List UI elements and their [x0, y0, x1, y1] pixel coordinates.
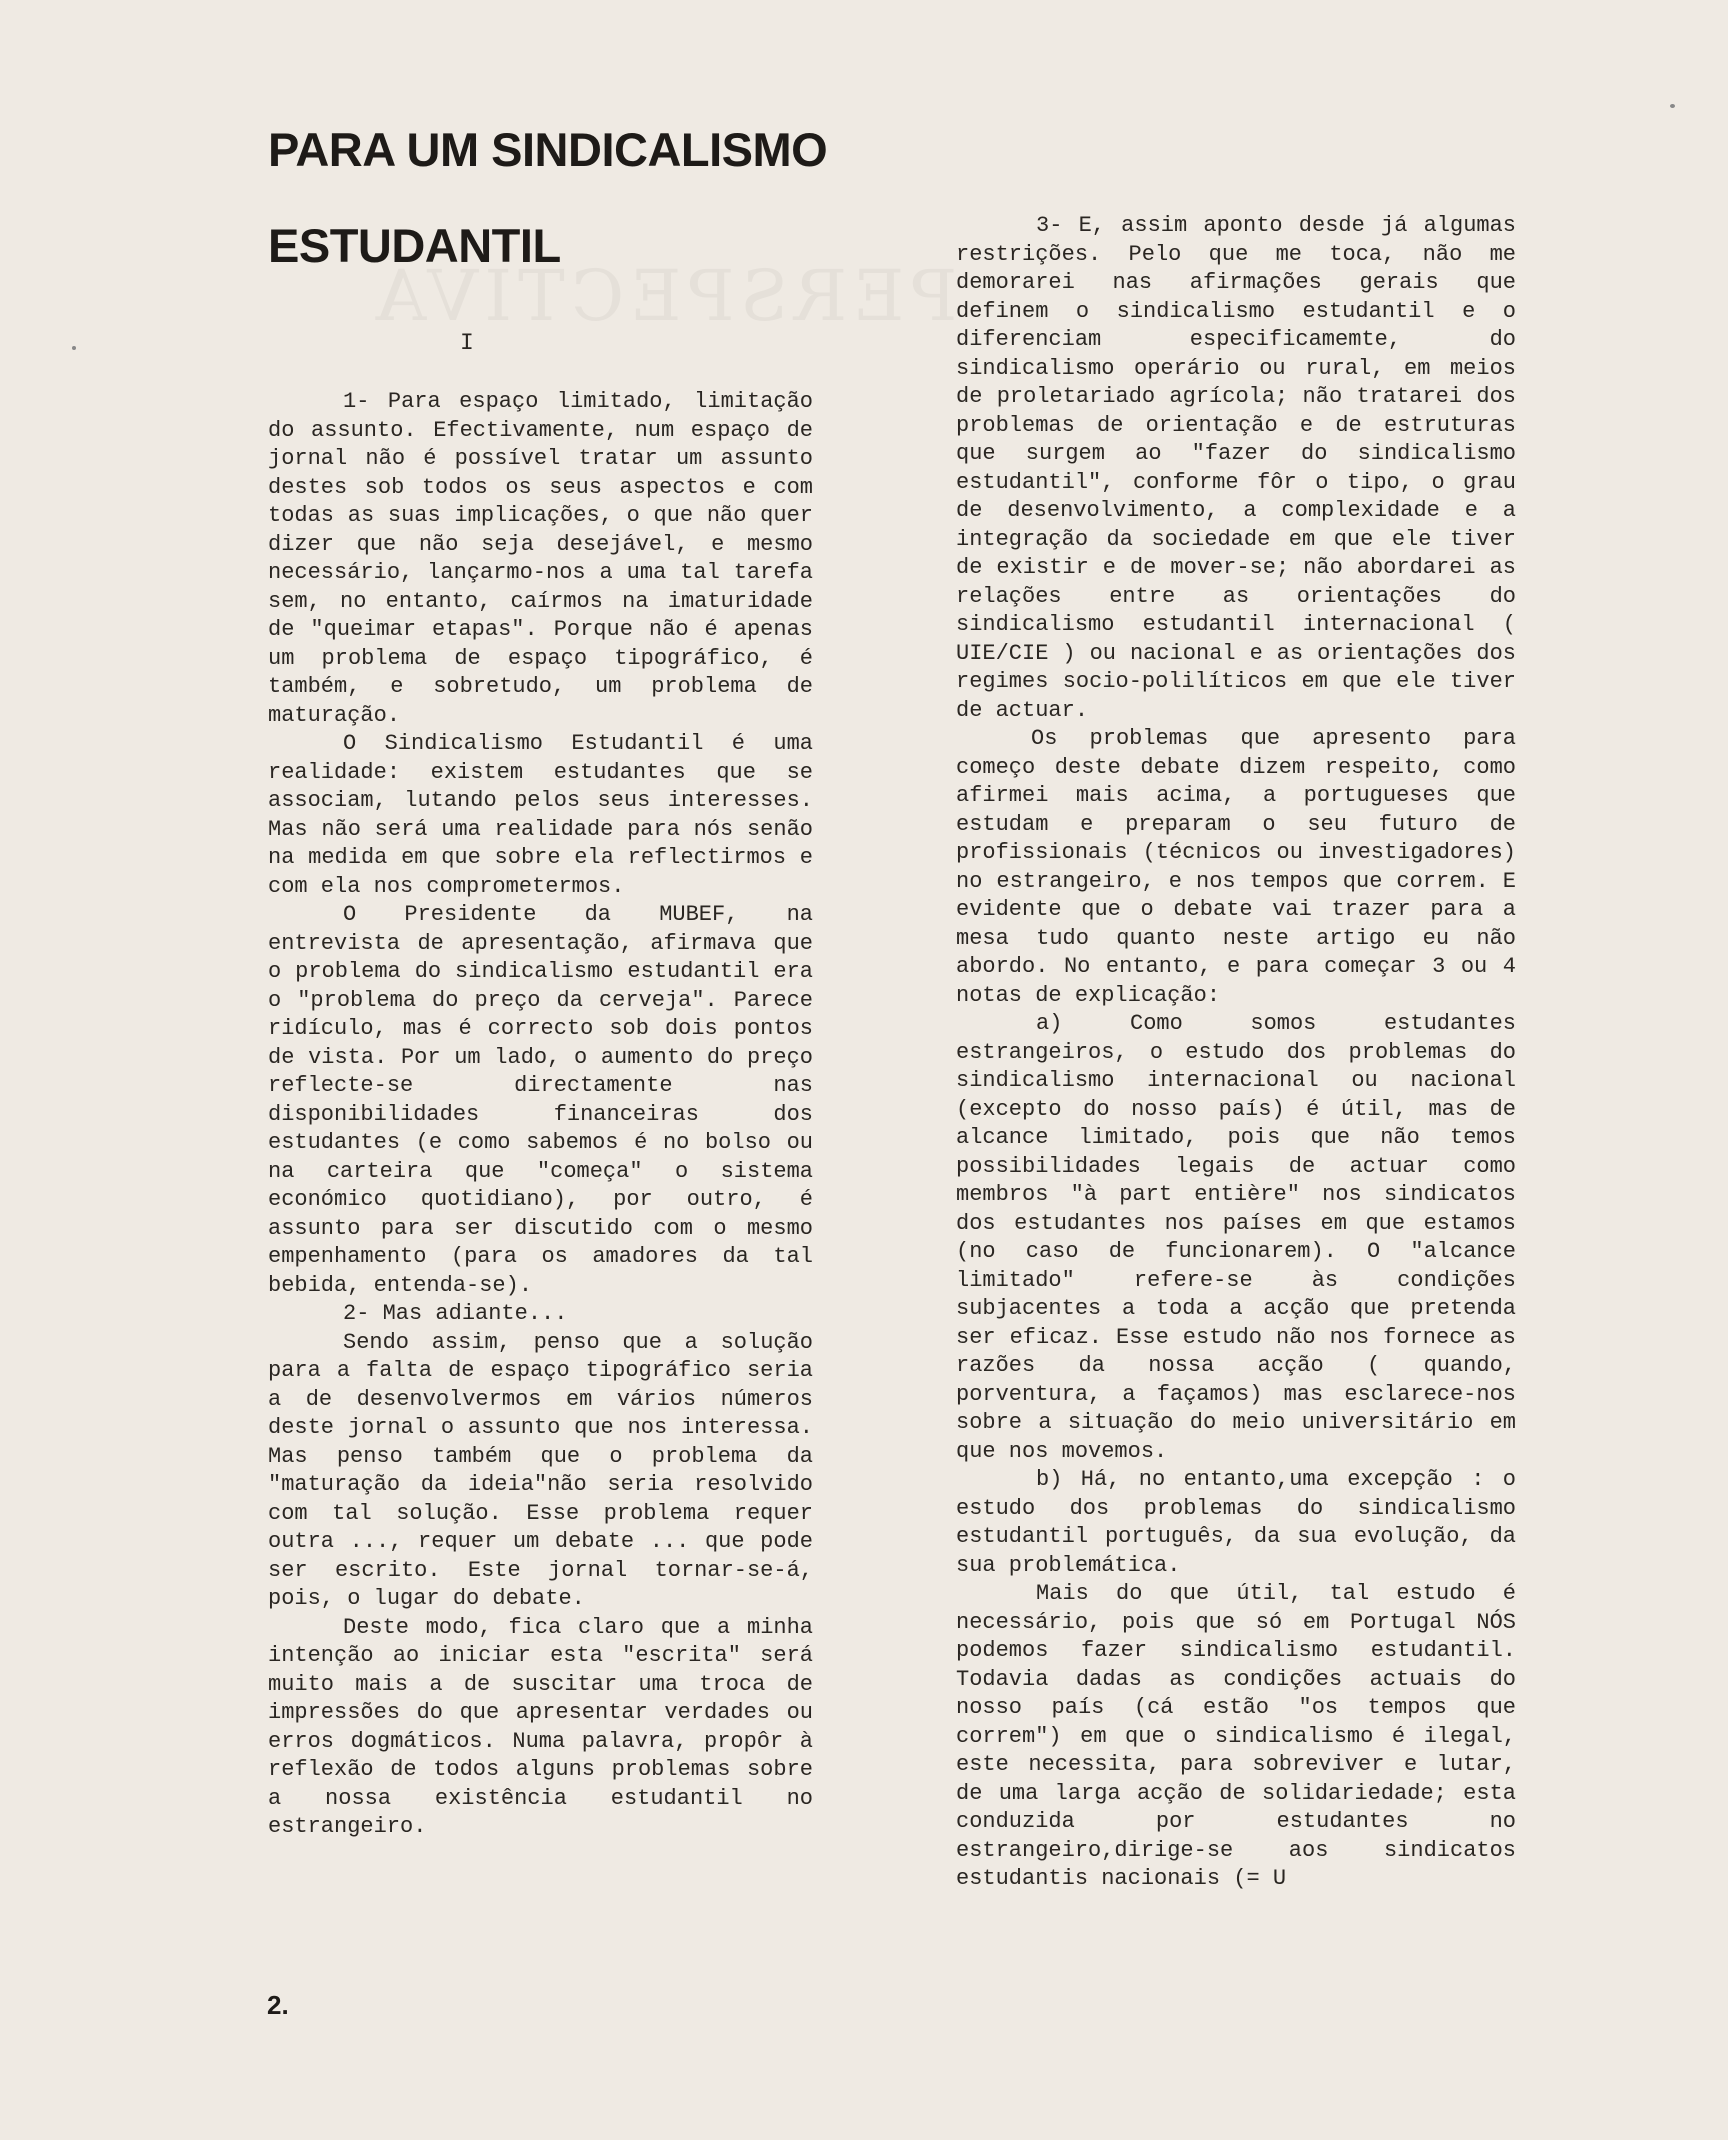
- paragraph: O Sindicalismo Estudantil é uma realidade: existem estudantes que se associam, lutando pelos seus interesses. Mas não será uma realidade para nós senão na medida em que sobre ela reflectirmos e com ela nos comprometermos.: [268, 731, 813, 899]
- bleed-through-text: PERSPECTIVA: [370, 255, 958, 337]
- paragraph: a) Como somos estudantes estrangeiros, o estudo dos problemas do sindicalismo internacional ou nacional (excepto do nosso país) é útil, mas de alcance limitado, pois que não temos possibilidades legais de actuar como membros "à part entière" nos sindicatos dos estudantes nos países em que estamos (no caso de funcionarem). O "alcance limitado" refere-se às condições subjacentes a toda a acção que pretenda ser eficaz. Esse estudo não nos fornece as razões da nossa acção ( quando, porventura, a façamos) mas esclarece-nos sobre a situação do meio universitário em que nos movemos.: [956, 1011, 1516, 1464]
- paragraph: 1- Para espaço limitado, limitação do assunto. Efectivamente, num espaço de jornal não é possível tratar um assunto destes sob todos os seus aspectos e com todas as suas implicações, o que não quer dizer que não seja desejável, e mesmo necessário, lançarmo-nos a uma tal tarefa sem, no entanto, caírmos na imaturidade de "queimar etapas". Porque não é apenas um problema de espaço tipográfico, é também, e sobretudo, um problema de maturação.: [268, 389, 813, 728]
- section-numeral: I: [460, 330, 474, 356]
- paragraph: Os problemas que apresento para começo deste debate dizem respeito, como afirmei mais acima, a portugueses que estudam e preparam o seu futuro de profissionais (técnicos ou investigadores) no estrangeiro, e nos tempos que correm. E evidente que o debate vai trazer para a mesa tudo quanto neste artigo eu não abordo. No entanto, e para começar 3 ou 4 notas de explicação:: [956, 726, 1516, 1008]
- paragraph: Deste modo, fica claro que a minha intenção ao iniciar esta "escrita" será muito mais a de suscitar uma troca de impressões do que apresentar verdades ou erros dogmáticos. Numa palavra, propôr à reflexão de todos alguns problemas sobre a nossa existência estudantil no estrangeiro.: [268, 1614, 813, 1839]
- paragraph: 3- E, assim aponto desde já algumas restrições. Pelo que me toca, não me demorarei nas afirmações gerais que definem o sindicalismo estudantil e o diferenciam especificamemte, do sindicalismo operário ou rural, em meios de proletariado agrícola; não tratarei dos problemas de orientação e de estruturas que surgem ao "fazer do sindicalismo estudantil", conforme fôr o tipo, o grau de desenvolvimento, a complexidade e a integração da sociedade em que ele tiver de existir e de mover-se; não abordarei as relações entre as orientações do sindicalismo estudantil internacional ( UIE/CIE ) ou nacional e as orientações dos regimes socio-polilíticos em que ele tiver de actuar.: [956, 213, 1516, 723]
- paragraph: O Presidente da MUBEF, na entrevista de apresentação, afirmava que o problema do sindicalismo estudantil era o "problema do preço da cerveja". Parece ridículo, mas é correcto sob dois pontos de vista. Por um lado, o aumento do preço reflecte-se directamente nas disponibilidades financeiras dos estudantes (e como sabemos é no bolso ou na carteira que "começa" o sistema económico quotidiano), por outro, é assunto para ser discutido com o mesmo empenhamento (para os amadores da tal bebida, entenda-se).: [268, 902, 813, 1298]
- article-title-line-2: ESTUDANTIL: [268, 219, 561, 272]
- paragraph: 2- Mas adiante...: [343, 1301, 568, 1326]
- text-column-left: [268, 388, 813, 1842]
- paper-speck: [1670, 104, 1675, 108]
- paper-speck: [72, 346, 76, 350]
- paragraph: Mais do que útil, tal estudo é necessário, pois que só em Portugal NÓS podemos fazer sindicalismo estudantil. Todavia dadas as condições actuais do nosso país (cá estão "os tempos que correm") em que o sindicalismo é ilegal, este necessita, para sobreviver e lutar, de uma larga acção de solidariedade; esta conduzida por estudantes no estrangeiro,dirige-se aos sindicatos estudantis nacionais (= U: [956, 1581, 1516, 1891]
- text-column-right: [956, 212, 1516, 1894]
- article-title-line-1: PARA UM SINDICALISMO: [268, 123, 828, 176]
- paragraph: Sendo assim, penso que a solução para a falta de espaço tipográfico seria a de desenvolvermos em vários números deste jornal o assunto que nos interessa. Mas penso também que o problema da "maturação da ideia"não seria resolvido com tal solução. Esse problema requer outra ..., requer um debate ... que pode ser escrito. Este jornal tornar-se-á, pois, o lugar do debate.: [268, 1329, 813, 1611]
- page-number: 2.: [267, 1990, 289, 2020]
- paragraph: b) Há, no entanto,uma excepção : o estudo dos problemas do sindicalismo estudantil português, da sua evolução, da sua problemática.: [956, 1467, 1516, 1578]
